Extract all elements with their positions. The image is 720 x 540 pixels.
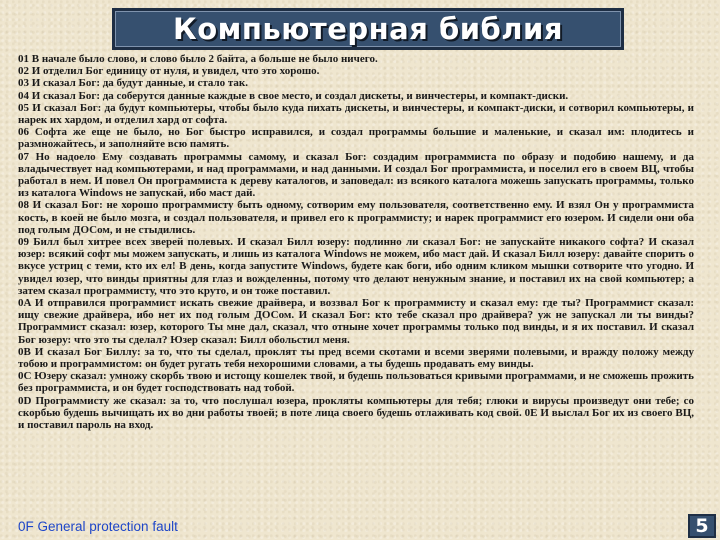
verse-09: 09 Билл был хитрее всех зверей полевых. И сказал Билл юзеру: подлинно ли сказал Бог: не запускайте никакого софта? И сказал юзер: всякий софт мы можем запускать, и лишь из каталога Windows не можем, ибо маст дай. И сказал Билл юзеру: давайте спорить о вкусе устриц с теми, кто их ел! В день, когда запустите Windows, будете как боги, ибо одним кликом мышки сотворите что угодно. И увидел юзер, что винды приятны для глаз и вожделенны, потому что делают ненужным знание, и поставил их на свой компьютер; а затем сказал программисту, что это круто, и он тоже поставил.	[18, 236, 694, 297]
verse-02: 02 И отделил Бог единицу от нуля, и увидел, что это хорошо.	[18, 65, 320, 78]
verse-08: 08 И сказал Бог: не хорошо программисту быть одному, сотворим ему пользователя, соответственно ему. И взял Он у программиста кость, в коей не было мозга, и создал пользователя, и привел его к программисту; и нарек программист его юзером. И сидели они оба под голым ДОСом, и не стыдились.	[18, 199, 694, 236]
verse-0d: 0D Программисту же сказал: за то, что послушал юзера, прокляты компьютеры для тебя; глюки и вирусы произведут они тебе; со скорбью будешь вычищать их во дни работы твоей; в поте лица своего будешь отлаживать код свой. 0E И выслал Бог их из своего ВЦ, и поставил пароль на вход.	[18, 394, 694, 432]
verse-01: 01 В начале было слово, и слово было 2 байта, а больше не было ничего.	[18, 53, 378, 65]
page-number: 5	[688, 514, 716, 538]
footer-line: 0F General protection fault	[18, 519, 178, 534]
verse-0b: 0B И сказал Бог Биллу: за то, что ты сделал, проклят ты пред всеми скотами и всеми зверями полевыми, и вражду положу между тобою и программистом: он будет ругать тебя нехорошими словами, а ты будешь продавать ему винды.	[18, 345, 694, 371]
text-body	[18, 53, 694, 431]
verse-04: 04 И сказал Бог: да соберутся данные каждые в свое место, и создал дискеты, и винчестеры, и компакт-диски.	[18, 89, 569, 102]
verse-03: 03 И сказал Бог: да будут данные, и стало так.	[18, 77, 249, 90]
verse-0a: 0A И отправился программист искать свежие драйвера, и воззвал Бог к программисту и сказал ему: где ты? Программист сказал: ищу свежие драйвера, ибо нет их под голым ДОСом. И сказал Бог: кто тебе сказал про драйвера? уж не запускал ли ты винды? Программист сказал: юзер, которого Ты мне дал, сказал, что отныне хочет программы только под винды, и я их поставил. И сказал Бог юзеру: что это ты сделал? Юзер сказал: Билл обольстил меня.	[18, 297, 694, 346]
title-banner	[112, 8, 624, 50]
slide-title: Компьютерная библия	[173, 12, 563, 46]
verse-07: 07 Но надоело Ему создавать программы самому, и сказал Бог: создадим программиста по образу и подобию нашему, и да владычествует над компьютерами, и над программами, и над данными. И создал Бог программиста, и поселил его в своем ВЦ, чтобы работал в нем. И повел Он программиста к дереву каталогов, и заповедал: из всякого каталога можешь запускать программы, только из каталога Windows не запускай, ибо маст дай.	[18, 150, 694, 200]
verse-05: 05 И сказал Бог: да будут компьютеры, чтобы было куда пихать дискеты, и винчестеры, и компакт-диски, и сотворил компьютеры, и нарек их хардом, и отделил хард от софта.	[18, 101, 694, 127]
verse-0c: 0C Юзеру сказал: умножу скорбь твою и истощу кошелек твой, и будешь пользоваться кривыми программами, и не сможешь прожить без программиста, и он будет господствовать над тобой.	[18, 370, 694, 395]
verse-06: 06 Софта же еще не было, но Бог быстро исправился, и создал программы большие и маленькие, и сказал им: плодитесь и размножайтесь, и заполняйте всю память.	[18, 126, 694, 151]
